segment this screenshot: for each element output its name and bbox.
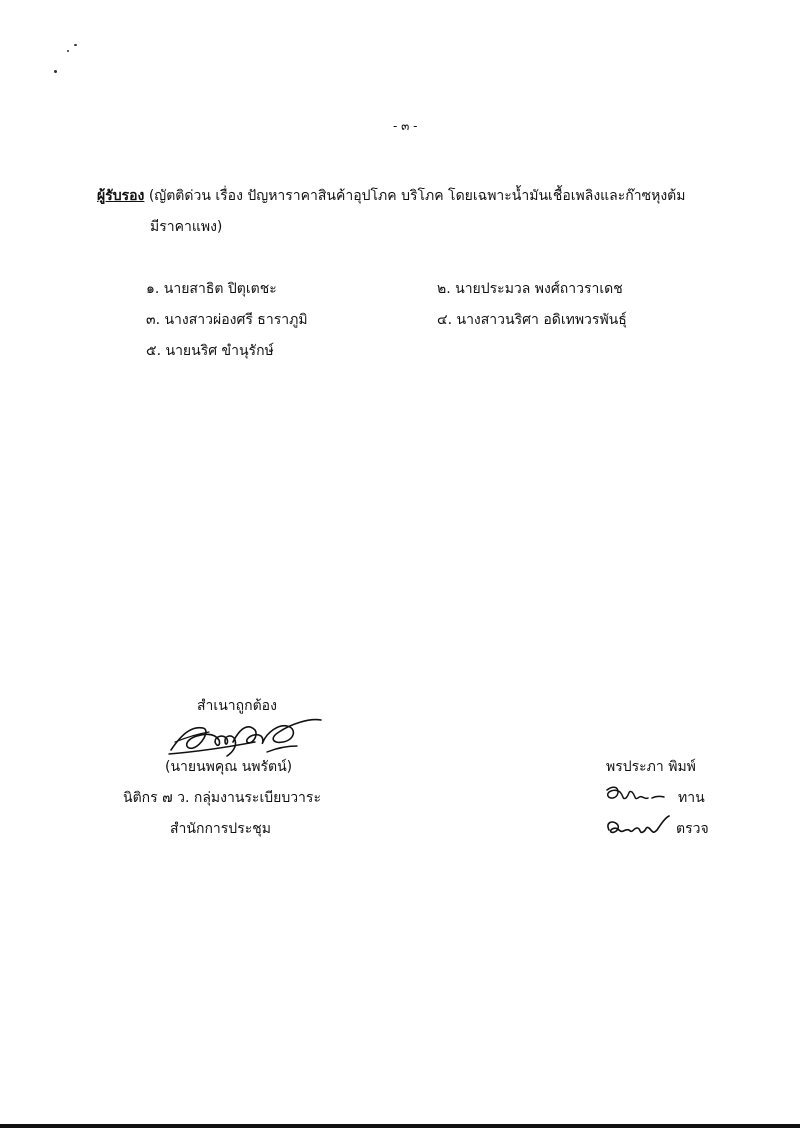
signer-item: ๓. นางสาวผ่องศรี ธาราภูมิ — [146, 312, 308, 328]
signer-item: ๑. นายสาธิต ปิตุเตชะ — [146, 281, 277, 297]
page-number: - ๓ - — [393, 119, 418, 133]
heading-text-continued: มีราคาแพง) — [150, 219, 223, 235]
signer-item: ๕. นายนริศ ขำนุรักษ์ — [146, 343, 274, 359]
signer-item: ๒. นายประมวล พงศ์ถาวราเดช — [437, 281, 623, 297]
heading-line — [97, 187, 686, 205]
checker-role: ตรวจ — [676, 821, 709, 837]
heading-text: (ญัตติด่วน เรื่อง ปัญหาราคาสินค้าอุปโภค บริโภค โดยเฉพาะน้ำมันเชื้อเพลิงและก๊าซหุงต้ม — [148, 188, 686, 204]
signer-item: ๔. นางสาวนริศา อดิเทพวรพันธุ์ — [437, 312, 627, 328]
heading-label: ผู้รับรอง — [97, 188, 145, 204]
certification-label: สำเนาถูกต้อง — [197, 698, 277, 714]
bottom-border — [0, 1124, 800, 1128]
scan-speck — [74, 44, 77, 46]
certifier-position: นิติกร ๗ ว. กลุ่มงานระเบียบวาระ — [123, 790, 321, 806]
certifier-name: (นายนพคุณ นพรัตน์) — [165, 759, 293, 775]
scan-speck — [54, 70, 57, 73]
scan-speck — [67, 50, 69, 52]
certifier-office: สำนักการประชุม — [170, 821, 271, 837]
checker-initial-signature — [603, 812, 673, 840]
typist-initial-signature — [604, 784, 668, 806]
certifier-signature — [163, 712, 333, 760]
typist-role: ทาน — [678, 790, 705, 806]
typist-name: พรประภา พิมพ์ — [606, 759, 696, 775]
